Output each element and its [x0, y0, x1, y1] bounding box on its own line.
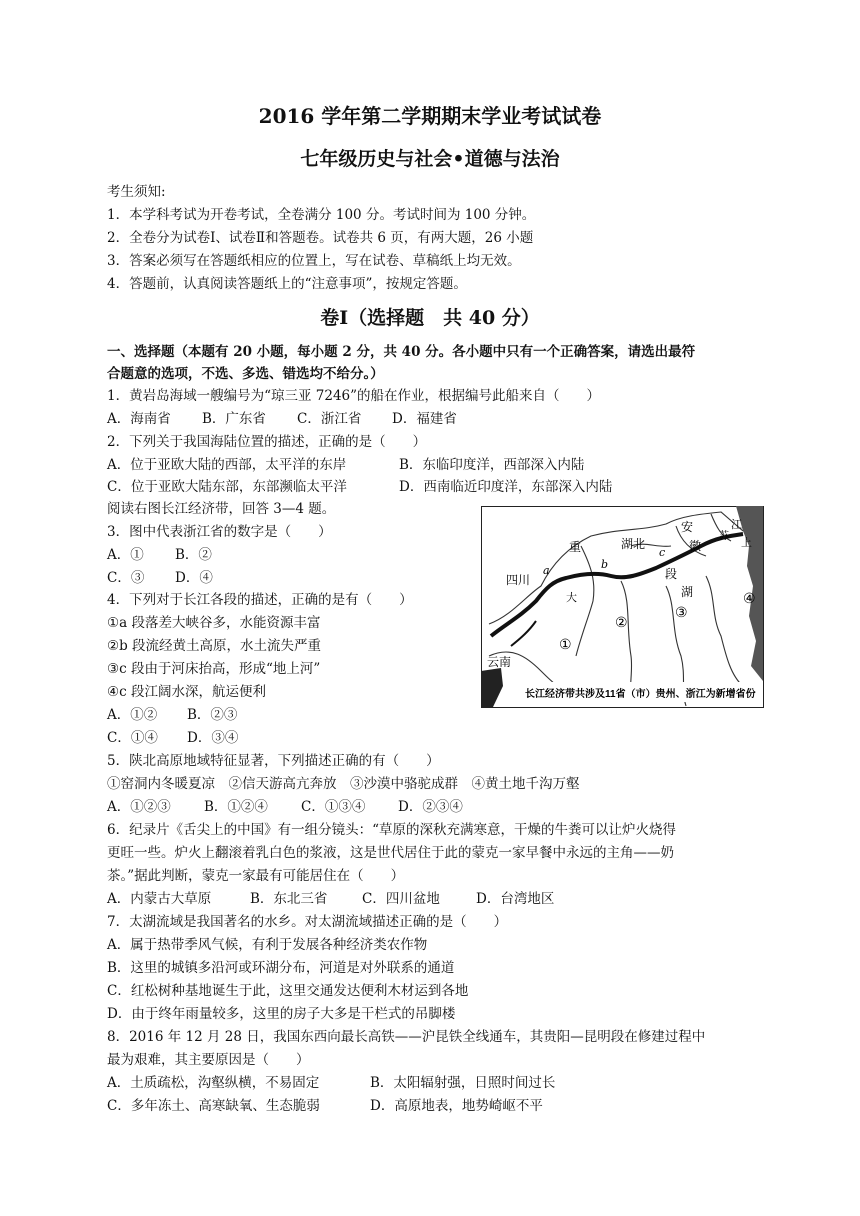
question-4: 4．下列对于长江各段的描述，正确的是有（ ） [107, 592, 413, 608]
label-big: 大 [566, 591, 577, 604]
question-1-options [107, 409, 457, 429]
question-7-option-c: C．红松树种基地诞生于此，这里交通发达便利木材运到各地 [107, 983, 469, 999]
option: B．②③ [187, 707, 238, 723]
option: D．④ [175, 570, 213, 586]
label-yunnan: 云南 [487, 655, 512, 669]
option: B．东临印度洋，西部深入内陆 [399, 457, 585, 473]
number-3: ③ [675, 605, 688, 621]
map-reading-instruction: 阅读右图长江经济带，回答 3—4 题。 [107, 501, 336, 517]
option: A．土质疏松，沟壑纵横，不易固定 [107, 1075, 320, 1091]
label-hubei: 湖北 [621, 537, 646, 551]
option: C．四川盆地 [362, 891, 440, 907]
option: D．福建省 [392, 411, 457, 427]
question-6-line-1: 6．纪录片《舌尖上的中国》有一组分镜头：“草原的深秋充满寒意，干燥的牛粪可以让炉火烧得 [107, 822, 676, 838]
option: B．② [175, 547, 212, 563]
question-6-line-3: 茶。”据此判断，蒙克一家最有可能居住在（ ） [107, 868, 405, 884]
option: A．① [107, 547, 144, 563]
option: B．太阳辐射强，日照时间过长 [370, 1075, 556, 1091]
question-2-options-cd [107, 477, 612, 497]
question-8-line-2: 最为艰难，其主要原因是（ ） [107, 1052, 310, 1068]
question-7: 7．太湖流域是我国著名的水乡。对太湖流域描述正确的是（ ） [107, 914, 508, 930]
exam-title: 2016 学年第二学期期末学业考试试卷 [258, 104, 602, 128]
question-3-options-ab [107, 545, 212, 565]
question-8-line-1: 8．2016 年 12 月 28 日，我国东西向最长高铁——沪昆铁全线通车，其贵阳—昆明段在修建过程中 [107, 1029, 706, 1045]
option: A．内蒙古大草原 [107, 891, 212, 907]
option: C．浙江省 [297, 411, 362, 427]
option: D．西南临近印度洋，东部深入内陆 [399, 479, 613, 495]
notice-item-2: 2．全卷分为试卷Ⅰ、试卷Ⅱ和答题卷。试卷共 6 页，有两大题，26 小题 [107, 230, 534, 246]
option: C．①③④ [301, 799, 366, 815]
label-su: 苏 [719, 531, 729, 542]
question-6-line-2: 更旺一些。炉火上翻滚着乳白色的浆液，这是世代居住于此的蒙克一家早餐中永远的主角——奶 [107, 845, 674, 861]
section-instruction-2: 合题意的选项，不选、多选、错选均不给分。） [107, 366, 384, 382]
option: C．①④ [107, 730, 158, 746]
option: A．位于亚欧大陆的西部，太平洋的东岸 [107, 457, 347, 473]
label-chongqing: 重 [569, 540, 582, 554]
option: B．广东省 [202, 411, 266, 427]
number-4: ④ [743, 591, 756, 607]
notice-item-1: 1．本学科考试为开卷考试，全卷满分 100 分。考试时间为 100 分钟。 [107, 207, 536, 223]
map-caption: 长江经济带共涉及11省（市）贵州、浙江为新增省份 [525, 689, 756, 700]
question-4-statement-1: ①a 段落差大峡谷多，水能资源丰富 [107, 615, 321, 631]
notice-item-3: 3．答案必须写在答题纸相应的位置上，写在试卷、草稿纸上均无效。 [107, 253, 521, 269]
label-anhui-2: 徽 [689, 539, 702, 553]
question-3-options-cd [107, 568, 213, 588]
question-1: 1．黄岩岛海域一艘编号为“琼三亚 7246”的船在作业，根据编号此船来自（ ） [107, 388, 601, 404]
question-8-options-cd [107, 1096, 543, 1116]
notice-item-4: 4．答题前，认真阅读答题纸上的“注意事项”，按规定答题。 [107, 276, 467, 292]
option: A．①② [107, 707, 158, 723]
question-4-statement-3: ③c 段由于河床抬高，形成“地上河” [107, 661, 321, 677]
option: C．③ [107, 570, 145, 586]
question-5-statements: ①窑洞内冬暖夏凉 ②信天游高亢奔放 ③沙漠中骆驼成群 ④黄土地千沟万壑 [107, 776, 580, 792]
question-6-options [107, 889, 554, 909]
yangtze-economic-belt-map [481, 506, 764, 708]
question-4-statement-4: ④c 段江阔水深，航运便利 [107, 684, 266, 700]
option: B．东北三省 [250, 891, 328, 907]
question-3: 3．图中代表浙江省的数字是（ ） [107, 524, 332, 540]
label-jiang: 江 [731, 518, 742, 531]
label-duan: 段 [665, 567, 678, 581]
question-7-option-d: D．由于终年雨量较多，这里的房子大多是干栏式的吊脚楼 [107, 1006, 456, 1022]
option: C．多年冻土、高寒缺氧、生态脆弱 [107, 1098, 320, 1114]
option: D．高原地表，地势崎岖不平 [370, 1098, 543, 1114]
question-5: 5．陕北高原地域特征显著，下列描述正确的有（ ） [107, 753, 440, 769]
section-title: 卷Ⅰ（选择题 共 40 分） [320, 307, 540, 329]
option: D．台湾地区 [476, 891, 555, 907]
label-anhui-1: 安 [681, 520, 694, 534]
question-5-options [107, 797, 463, 817]
question-4-options-ab [107, 705, 237, 725]
exam-subtitle: 七年级历史与社会•道德与法治 [300, 148, 560, 170]
label-hu: 湖 [681, 585, 694, 599]
notice-heading: 考生须知: [107, 184, 166, 200]
question-2: 2．下列关于我国海陆位置的描述，正确的是（ ） [107, 434, 427, 450]
question-4-statement-2: ②b 段流经黄土高原，水土流失严重 [107, 638, 322, 654]
number-1: ① [559, 637, 572, 653]
option: C．位于亚欧大陆东部，东部濒临太平洋 [107, 479, 347, 495]
option: D．②③④ [398, 799, 463, 815]
label-sichuan: 四川 [506, 573, 531, 587]
question-7-option-b: B．这里的城镇多沿河或环湖分布，河道是对外联系的通道 [107, 960, 455, 976]
option: B．①②④ [204, 799, 268, 815]
option: A．海南省 [107, 411, 171, 427]
section-instruction-1: 一、选择题（本题有 20 小题，每小题 2 分，共 40 分。各小题中只有一个正确答案，请选出最符 [107, 344, 696, 360]
option: A．①②③ [107, 799, 171, 815]
question-8-options-ab [107, 1073, 555, 1093]
label-shang: 上 [741, 536, 752, 549]
segment-b: b [601, 558, 609, 571]
segment-c: c [659, 546, 666, 559]
question-2-options-ab [107, 455, 584, 475]
number-2: ② [615, 615, 628, 631]
option: D．③④ [187, 730, 239, 746]
segment-a: a [543, 564, 550, 577]
question-4-options-cd [107, 728, 238, 748]
question-7-option-a: A．属于热带季风气候，有利于发展各种经济类农作物 [107, 937, 428, 953]
